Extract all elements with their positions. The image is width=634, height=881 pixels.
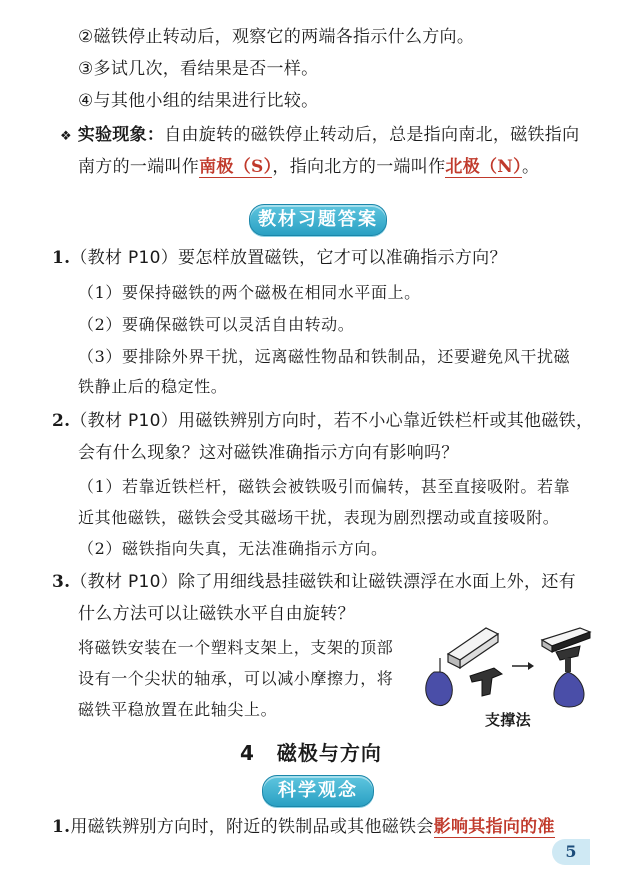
q2-answer-1-line-2: 近其他磁铁，磁铁会受其磁场干扰，表现为剧烈摆动或直接吸附。: [78, 508, 560, 527]
question-2-number: 2.: [52, 411, 71, 431]
phenomenon-line-2: [78, 156, 539, 178]
figure-caption: 支撑法: [485, 711, 531, 729]
pivot-holder-icon: [470, 668, 502, 696]
step-2: ②磁铁停止转动后，观察它的两端各指示什么方向。: [78, 27, 475, 47]
phenomenon-label: 实验现象：: [77, 125, 165, 145]
phenomenon-text-1: 自由旋转的磁铁停止转动后，总是指向南北，磁铁指向: [164, 125, 580, 145]
magnet-bar-icon: [448, 628, 498, 668]
question-1-text: （教材 P10）要怎样放置磁铁，它才可以准确指示方向？: [70, 248, 507, 268]
south-pole-term: 南极（S）: [199, 157, 273, 177]
support-method-figure: [420, 620, 595, 712]
north-pole-term: 北极（N）: [445, 157, 522, 177]
stand-base-icon: [426, 658, 453, 706]
phenomenon-text-2b: ，指向北方的一端叫作: [272, 157, 446, 177]
q2-answer-2: （2）磁铁指向失真，无法准确指示方向。: [78, 539, 388, 558]
arrow-right-icon: [512, 662, 534, 670]
q3-answer-line-2: 设有一个尖状的轴承，可以减小摩擦力，将: [78, 669, 394, 688]
q1-answer-3-line-1: （3）要排除外界干扰，远离磁性物品和铁制品，还要避免风干扰磁: [78, 347, 571, 366]
q1-answer-1: （1）要保持磁铁的两个磁极在相同水平面上。: [78, 283, 421, 302]
question-3-line-2: 什么方法可以让磁铁水平自由旋转？: [78, 604, 355, 624]
question-1: [52, 247, 507, 269]
q2-answer-1-line-1: （1）若靠近铁栏杆，磁铁会被铁吸引而偏转，甚至直接吸附。若靠: [78, 477, 571, 496]
assembled-compass-icon: [542, 628, 590, 707]
diamond-bullet-icon: ❖: [60, 129, 72, 144]
section-answers-heading: 教材习题答案: [249, 204, 387, 236]
concept-item-1-text: 用磁铁辨别方向时，附近的铁制品或其他磁铁会: [70, 817, 434, 837]
question-2-line-1: [52, 410, 593, 432]
step-3: ③多试几次，看结果是否一样。: [78, 59, 319, 79]
concept-item-1-number: 1.: [52, 817, 71, 837]
q3-answer-line-3: 磁铁平稳放置在此轴尖上。: [78, 700, 278, 719]
question-3-number: 3.: [52, 572, 71, 592]
chapter-number: 4: [240, 741, 255, 765]
q3-answer-line-1: 将磁铁安装在一个塑料支架上，支架的顶部: [78, 638, 394, 657]
question-2-line-2: 会有什么现象？这对磁铁准确指示方向有影响吗？: [78, 443, 459, 463]
step-4: ④与其他小组的结果进行比较。: [78, 91, 319, 111]
question-2-text-1: （教材 P10）用磁铁辨别方向时，若不小心靠近铁栏杆或其他磁铁，: [70, 411, 594, 431]
page-number: 5: [552, 839, 590, 865]
question-3-line-1: [52, 571, 576, 593]
phenomenon-text-2c: 。: [521, 157, 540, 177]
concept-item-1: [52, 816, 555, 838]
question-3-text-1: （教材 P10）除了用细线悬挂磁铁和让磁铁漂浮在水面上外，还有: [70, 572, 576, 592]
phenomenon-line-1: [60, 124, 579, 148]
q1-answer-2: （2）要确保磁铁可以灵活自由转动。: [78, 315, 355, 334]
question-1-number: 1.: [52, 248, 71, 268]
chapter-heading: [240, 740, 382, 766]
q1-answer-3-line-2: 铁静止后的稳定性。: [78, 377, 228, 396]
phenomenon-text-2a: 南方的一端叫作: [78, 157, 200, 177]
chapter-title: 磁极与方向: [276, 741, 382, 765]
section-concept-heading: 科学观念: [262, 775, 374, 807]
concept-item-1-highlight: 影响其指向的准: [433, 817, 555, 837]
